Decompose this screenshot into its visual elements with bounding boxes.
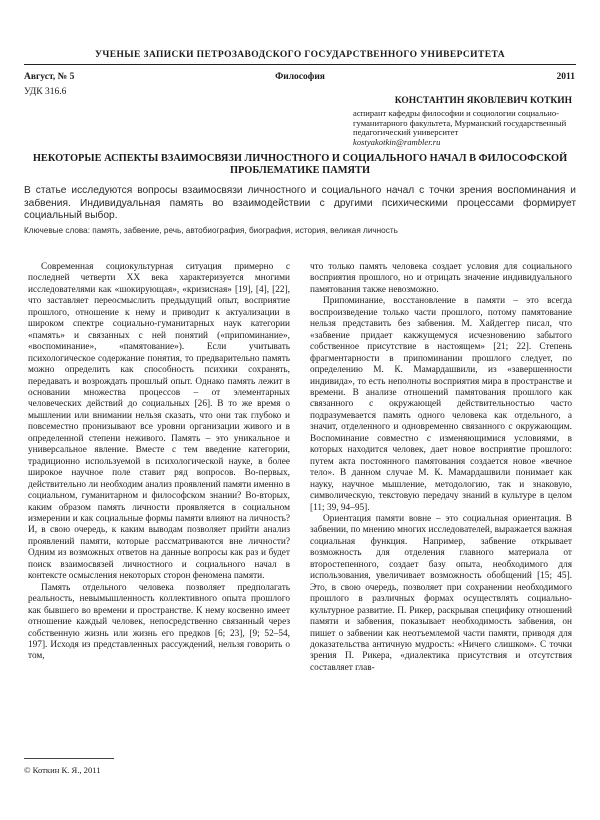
- affiliation-text: аспирант кафедры философии и социологии социально-гуманитарного факультета, Мурманский государственный педагогический университет: [353, 108, 567, 138]
- author-affiliation: [353, 109, 583, 147]
- keywords: Ключевые слова: память, забвение, речь, автобиография, биография, история, великая личность: [24, 226, 398, 235]
- body-column-left: [28, 262, 290, 663]
- paragraph: Память отдельного человека позволяет предполагать реальность, невымышленность коллективного опыта прошлого как бывшего во времени и пространстве. К нему косвенно имеет отношение каждый человек, непосредственно связанный через собственную жизнь или жизнь его предков [6; 23], [9; 52–54, 197]. Исходя из представленных рассуждений, нельзя говорить о том,: [28, 582, 290, 662]
- issue-label: Август, № 5: [24, 72, 75, 82]
- abstract: В статье исследуются вопросы взаимосвязи личностного и социального начал с точки зрения воспоминания и забвения. Индивидуальная память во взаимодействии с другими психическими процессами формирует социальный выбор.: [24, 185, 576, 222]
- paragraph: что только память человека создает условия для социального восприятия прошлого, но и отрицать значение индивидуального памятования также невозможно.: [310, 262, 572, 295]
- author-email[interactable]: kostyakotkin@rambler.ru: [353, 136, 441, 147]
- udk-code: УДК 316.6: [24, 87, 67, 97]
- paragraph: Современная социокультурная ситуация примерно с последней четверти XX века характеризуется многими исследователями как «шокирующая», «кризисная» [19], [4], [22], что заставляет переосмыслить предыдущий опыт, восприятие прошлого, отношение к нему и приводит к актуализации в широком спектре социально-гуманитарных наук категории «память» и связанных с ней понятий («припоминание», «воспоминание», «памятование»). Если учитывать психологическое содержание понятия, то предварительно память можно определить как способность психики сохранять, передавать и возрождать прошлый опыт. Однако память лежит в основании множества процессов – от элементарных человеческих действий до социальных [26]. В то же время о мышлении или внимании нельзя сказать, что они так глубоко и повсеместно пронизывают все уровни организации живого и в определенной степени неживого. Память – это уникальное и универсальное явление. Вместе с тем введение категории, традиционно используемой в психологической науке, в более широкое научное поле ставит ряд вопросов. Во-первых, действительно ли необходим анализ проявлений памяти именно в социальном, гуманитарном и философском знании? Во-вторых, каким образом память личности проявляется в социальном измерении и как социальные формы памяти влияют на личность? И, в свою очередь, к каким выводам позволяет прийти анализ проявлений памяти, которые рассматриваются вне личности? Одним из возможных ответов на данные вопросы как раз и будет поиск взаимосвязей личностного и социального начал в контексте осмысления некоторых сторон феномена памяти.: [28, 262, 290, 582]
- journal-title: УЧЕНЫЕ ЗАПИСКИ ПЕТРОЗАВОДСКОГО ГОСУДАРСТВЕННОГО УНИВЕРСИТЕТА: [95, 50, 505, 60]
- author-name: КОНСТАНТИН ЯКОВЛЕВИЧ КОТКИН: [394, 96, 572, 106]
- section-label: Философия: [275, 72, 325, 82]
- copyright: © Коткин К. Я., 2011: [24, 765, 101, 775]
- header-rule: [24, 64, 576, 65]
- paragraph: Припоминание, восстановление в памяти – это всегда воспроизведение только части прошлого, потому памятование нельзя представить без забвения. М. Хайдеггер писал, что «забвение придает какжущемуся исчезновению забытого собственное присутствие в настоящем» [21; 22]. Степень фрагментарности в припоминании прошлого следует, по определению М. К. Мамардашвили, из «завершенности индивида», то есть неполноты восприятия мира в пространстве и времени. В анализе отношений памятования прошлого как связанного с окружающей действительностью часто подразумевается память одного человека как отдельного, а значит, отделенного и одновременно связанного с окружающим. Воспоминание совместно с изменяющимися условиями, в которых находится человек, дает новое восприятие прошлого: путем акта постоянного памятования создается новое «вечное тело». В данном случае М. К. Мамардашвили понимает как науку, научное мышление, методологию, так и знаковую, символическую, текстовую передачу знаний в культуре в целом [11; 39, 94–95].: [310, 296, 572, 513]
- body-column-right: [310, 262, 572, 674]
- footer-rule: [24, 758, 114, 759]
- article-title: НЕКОТОРЫЕ АСПЕКТЫ ВЗАИМОСВЯЗИ ЛИЧНОСТНОГО И СОЦИАЛЬНОГО НАЧАЛ В ФИЛОСОФСКОЙ ПРОБЛЕМАТИКЕ ПАМЯТИ: [32, 153, 568, 176]
- year-label: 2011: [556, 72, 575, 82]
- paragraph: Ориентация памяти вовне – это социальная ориентация. В забвении, по мнению многих исследователей, выражается важная социальная функция. Например, забвение открывает возможность для отделения главного материала от второстепенного, создает базу опыта, необходимого для использования, увеличивает возможность обобщений [15; 45]. Это, в свою очередь, позволяет при сохранении необходимого прошлого в различных формах осуществлять социально-культурное развитие. П. Рикер, раскрывая специфику отношений памяти и забвения, показывает необходимость забвения, он пишет о забвении как неотъемлемой части памяти, приводя для доказательства античную мудрость: «Ничего слишком». С точки зрения П. Рикера, «диалектика присутствия и отсутствия составляет глав-: [310, 513, 572, 673]
